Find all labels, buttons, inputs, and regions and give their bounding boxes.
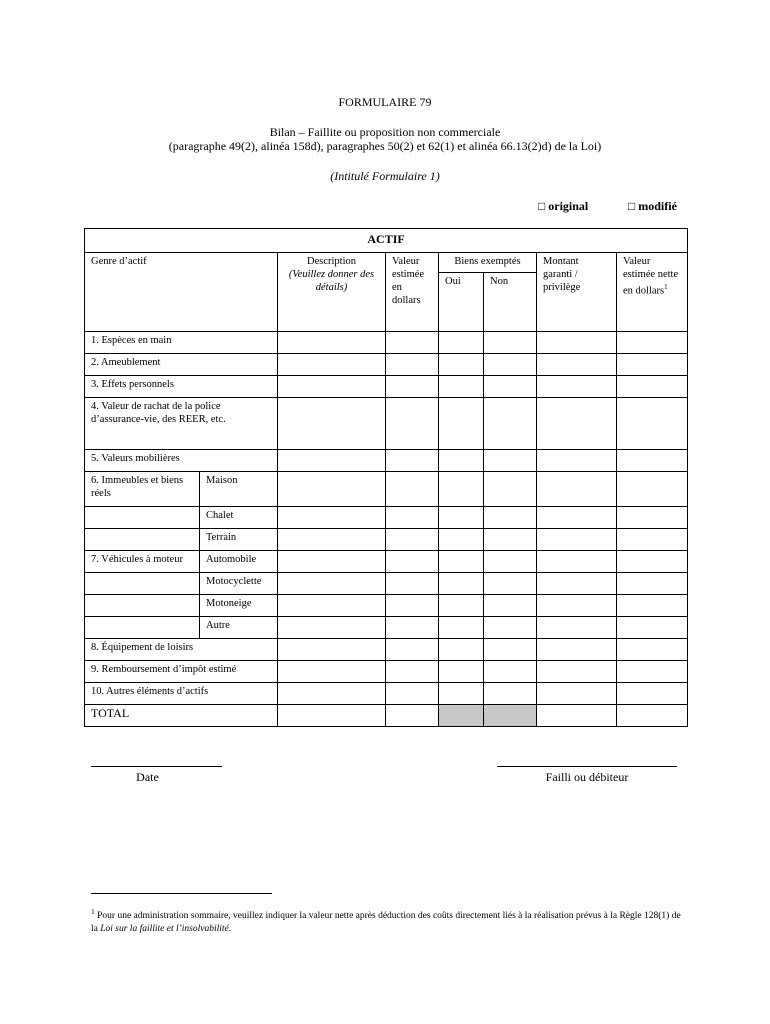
empty-label [85, 529, 200, 551]
valeur-cell[interactable] [386, 573, 439, 595]
valeur-cell[interactable] [386, 398, 439, 450]
valeur-cell[interactable] [386, 551, 439, 573]
valeur-cell[interactable] [386, 472, 439, 507]
row-label: 9. Remboursement d’impôt estimé [85, 661, 278, 683]
nette-cell[interactable] [617, 507, 688, 529]
montant-cell[interactable] [537, 354, 617, 376]
non-cell[interactable] [484, 639, 537, 661]
non-cell[interactable] [484, 472, 537, 507]
montant-cell[interactable] [537, 450, 617, 472]
non-cell[interactable] [484, 595, 537, 617]
description-cell [278, 705, 386, 727]
valeur-cell[interactable] [386, 529, 439, 551]
table-row [85, 661, 688, 683]
modifie-checkbox[interactable] [628, 199, 677, 214]
row-sublabel: Motocyclette [200, 573, 278, 595]
oui-cell[interactable] [439, 683, 484, 705]
date-label: Date [136, 770, 159, 784]
description-cell[interactable] [278, 398, 386, 450]
oui-cell[interactable] [439, 661, 484, 683]
header-valeur-nette: Valeur estimée nette en dollars$^1$ [617, 253, 688, 332]
table-row [85, 595, 688, 617]
row-sublabel: Chalet [200, 507, 278, 529]
footnote-divider [91, 893, 272, 894]
description-cell[interactable] [278, 450, 386, 472]
non-cell[interactable] [484, 450, 537, 472]
footnote: $^1$ Pour une administration sommaire, veuillez indiquer la valeur nette après déduction des coûts directement liés à la réalisation prévus à la Règle 128(1) de la Loi sur la faillite et l’insolvabilité. [91, 907, 681, 935]
montant-cell[interactable] [537, 332, 617, 354]
row-label: 4. Valeur de rachat de la police d’assurance-vie, des REER, etc. [85, 398, 278, 450]
table-row [85, 617, 688, 639]
non-cell[interactable] [484, 376, 537, 398]
description-cell[interactable] [278, 595, 386, 617]
row-label: 5. Valeurs mobilières [85, 450, 278, 472]
montant-cell[interactable] [537, 639, 617, 661]
nette-cell[interactable] [617, 332, 688, 354]
nette-cell[interactable] [617, 551, 688, 573]
montant-total-cell[interactable] [537, 705, 617, 727]
valeur-cell[interactable] [386, 354, 439, 376]
oui-cell[interactable] [439, 398, 484, 450]
oui-cell[interactable] [439, 617, 484, 639]
valeur-cell[interactable] [386, 683, 439, 705]
table-row [85, 573, 688, 595]
row-label: 1. Espèces en main [85, 332, 278, 354]
table-row [85, 376, 688, 398]
table-row [85, 529, 688, 551]
nette-cell[interactable] [617, 617, 688, 639]
total-row [85, 705, 688, 727]
valeur-total-cell[interactable] [386, 705, 439, 727]
description-cell[interactable] [278, 376, 386, 398]
montant-cell[interactable] [537, 661, 617, 683]
row-sublabel: Autre [200, 617, 278, 639]
form-references: (paragraphe 49(2), alinéa 158d), paragraphes 50(2) et 62(1) et alinéa 66.13(2)d) de la Loi) [168, 139, 602, 153]
row-label: 6. Immeubles et biens réels [85, 472, 200, 507]
row-sublabel: Motoneige [200, 595, 278, 617]
valeur-cell[interactable] [386, 661, 439, 683]
header-non: Non [484, 273, 537, 332]
footnote-text: Pour une administration sommaire, veuillez indiquer la valeur nette après déduction des coûts directement liés à la réalisation prévus à la Règle 128(1) de la [91, 911, 681, 935]
description-cell[interactable] [278, 639, 386, 661]
nette-cell[interactable] [617, 472, 688, 507]
nette-cell[interactable] [617, 529, 688, 551]
montant-cell[interactable] [537, 551, 617, 573]
oui-cell[interactable] [439, 529, 484, 551]
row-label: 7. Véhicules à moteur [85, 551, 200, 573]
empty-label [85, 617, 200, 639]
description-cell[interactable] [278, 529, 386, 551]
description-cell[interactable] [278, 573, 386, 595]
header-description: Description (Veuillez donner des détails) [278, 253, 386, 332]
non-cell[interactable] [484, 617, 537, 639]
description-cell[interactable] [278, 354, 386, 376]
description-cell[interactable] [278, 683, 386, 705]
description-cell[interactable] [278, 472, 386, 507]
non-cell[interactable] [484, 529, 537, 551]
form-number: FORMULAIRE 79 [338, 95, 432, 109]
table-title: ACTIF [85, 229, 688, 253]
table-row [85, 551, 688, 573]
oui-cell[interactable] [439, 354, 484, 376]
empty-label [85, 595, 200, 617]
valeur-cell[interactable] [386, 595, 439, 617]
valeur-cell[interactable] [386, 332, 439, 354]
failli-signature-line[interactable] [497, 766, 677, 767]
original-label: original [548, 199, 589, 213]
footnote-number: 1 [91, 907, 95, 916]
original-checkbox[interactable] [538, 199, 588, 214]
table-row [85, 450, 688, 472]
empty-label [85, 573, 200, 595]
row-label: 2. Ameublement [85, 354, 278, 376]
description-cell[interactable] [278, 661, 386, 683]
checkbox-icon: □ [538, 199, 546, 213]
nette-cell[interactable] [617, 398, 688, 450]
non-cell[interactable] [484, 551, 537, 573]
valeur-cell[interactable] [386, 639, 439, 661]
nette-cell[interactable] [617, 595, 688, 617]
row-label: 3. Effets personnels [85, 376, 278, 398]
montant-cell[interactable] [537, 617, 617, 639]
table-row [85, 683, 688, 705]
nette-cell[interactable] [617, 661, 688, 683]
description-cell[interactable] [278, 551, 386, 573]
table-row [85, 507, 688, 529]
nette-cell[interactable] [617, 450, 688, 472]
row-label: 8. Équipement de loisirs [85, 639, 278, 661]
header-oui: Oui [439, 273, 484, 332]
oui-cell[interactable] [439, 595, 484, 617]
non-cell[interactable] [484, 507, 537, 529]
form-subtitle: (Intitulé Formulaire 1) [330, 169, 440, 183]
table-row [85, 398, 688, 450]
non-cell[interactable] [484, 573, 537, 595]
oui-cell[interactable] [439, 376, 484, 398]
description-cell[interactable] [278, 617, 386, 639]
description-cell[interactable] [278, 507, 386, 529]
table-row [85, 332, 688, 354]
non-cell[interactable] [484, 661, 537, 683]
shaded-oui-cell [439, 705, 484, 727]
valeur-cell[interactable] [386, 617, 439, 639]
description-cell[interactable] [278, 332, 386, 354]
non-cell[interactable] [484, 398, 537, 450]
row-sublabel: Maison [200, 472, 278, 507]
nette-cell[interactable] [617, 683, 688, 705]
checkbox-icon: □ [628, 199, 636, 213]
montant-cell[interactable] [537, 398, 617, 450]
oui-cell[interactable] [439, 551, 484, 573]
nette-cell[interactable] [617, 376, 688, 398]
non-cell[interactable] [484, 332, 537, 354]
header-genre: Genre d’actif [85, 253, 278, 332]
oui-cell[interactable] [439, 573, 484, 595]
oui-cell[interactable] [439, 450, 484, 472]
montant-cell[interactable] [537, 595, 617, 617]
valeur-cell[interactable] [386, 450, 439, 472]
footnote-law: Loi sur la faillite et l’insolvabilité [100, 924, 229, 935]
header-montant: Montant garanti / privilège [537, 253, 617, 332]
header-valeur: Valeur estimée en dollars [386, 253, 439, 332]
form-title: Bilan – Faillite ou proposition non commerciale [269, 125, 501, 139]
valeur-cell[interactable] [386, 376, 439, 398]
montant-cell[interactable] [537, 573, 617, 595]
oui-cell[interactable] [439, 639, 484, 661]
montant-cell[interactable] [537, 507, 617, 529]
nette-cell[interactable] [617, 639, 688, 661]
empty-label [85, 507, 200, 529]
table-row [85, 354, 688, 376]
montant-cell[interactable] [537, 472, 617, 507]
non-cell[interactable] [484, 683, 537, 705]
total-label: TOTAL [85, 705, 278, 727]
nette-cell[interactable] [617, 354, 688, 376]
row-sublabel: Automobile [200, 551, 278, 573]
oui-cell[interactable] [439, 507, 484, 529]
shaded-non-cell [484, 705, 537, 727]
table-row [85, 639, 688, 661]
oui-cell[interactable] [439, 332, 484, 354]
montant-cell[interactable] [537, 376, 617, 398]
non-cell[interactable] [484, 354, 537, 376]
actif-table [84, 228, 688, 727]
table-row [85, 472, 688, 507]
oui-cell[interactable] [439, 472, 484, 507]
row-label: 10. Autres éléments d’actifs [85, 683, 278, 705]
header-biens-exemptes: Biens exemptés [439, 253, 537, 273]
nette-cell[interactable] [617, 573, 688, 595]
montant-cell[interactable] [537, 683, 617, 705]
row-sublabel: Terrain [200, 529, 278, 551]
montant-cell[interactable] [537, 529, 617, 551]
failli-label: Failli ou débiteur [545, 770, 629, 784]
nette-total-cell[interactable] [617, 705, 688, 727]
date-signature-line[interactable] [91, 766, 222, 767]
valeur-cell[interactable] [386, 507, 439, 529]
modifie-label: modifié [638, 199, 677, 213]
